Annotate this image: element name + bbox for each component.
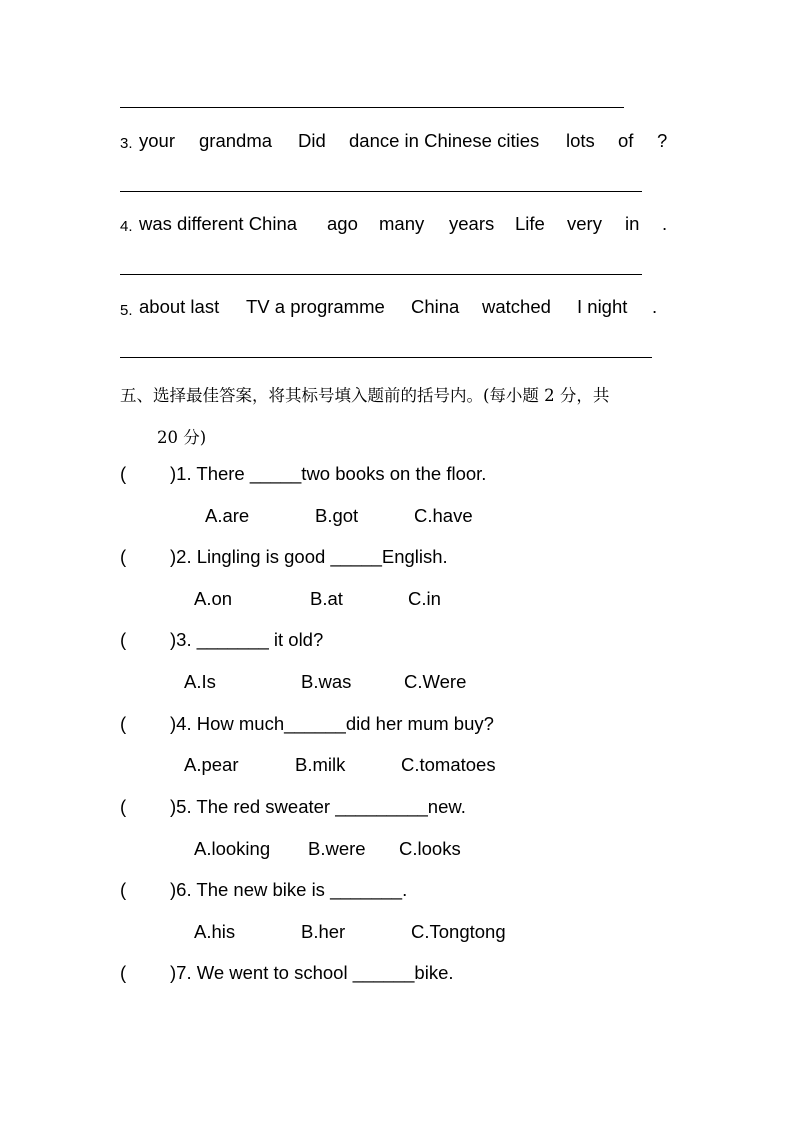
answer-bracket[interactable]: ( [120, 796, 127, 817]
answer-bracket[interactable]: ( [120, 463, 127, 484]
option-a[interactable]: A.on [194, 588, 233, 609]
option-c[interactable]: C.tomatoes [401, 754, 496, 775]
answer-line-5 [120, 357, 652, 358]
answer-bracket[interactable]: ( [120, 546, 127, 567]
word-tile: of [618, 130, 634, 151]
question-text: )6. The new bike is _______. [170, 879, 408, 900]
answer-bracket[interactable]: ( [120, 879, 127, 900]
question-text: )4. How much______did her mum buy? [170, 713, 494, 734]
option-a[interactable]: A.are [205, 505, 250, 526]
question-text: )3. _______ it old? [170, 629, 324, 650]
word-tile: lots [566, 130, 595, 151]
option-b[interactable]: B.milk [295, 754, 346, 775]
word-tile: grandma [199, 130, 273, 151]
question-text: )1. There _____two books on the floor. [170, 463, 487, 484]
option-c[interactable]: C.Tongtong [411, 921, 506, 942]
word-tile: China [411, 296, 460, 317]
word-tile: ago [327, 213, 358, 234]
answer-line-4 [120, 274, 642, 275]
option-b[interactable]: B.got [315, 505, 359, 526]
answer-line-2 [120, 107, 624, 108]
item-number: 3. [120, 135, 133, 152]
word-tile: ? [657, 130, 668, 151]
option-c[interactable]: C.have [414, 505, 473, 526]
word-tile: watched [482, 296, 551, 317]
option-b[interactable]: B.was [301, 671, 352, 692]
question-text: )2. Lingling is good _____English. [170, 546, 448, 567]
option-b[interactable]: B.were [308, 838, 366, 859]
section-heading: 五、选择最佳答案，将其标号填入题前的括号内。(每小题 2 分，共 [120, 386, 610, 405]
item-number: 5. [120, 302, 133, 319]
word-tile: dance in Chinese cities [349, 130, 540, 151]
option-a[interactable]: A.looking [194, 838, 271, 859]
answer-bracket[interactable]: ( [120, 629, 127, 650]
option-a[interactable]: A.his [194, 921, 236, 942]
word-tile: your [139, 130, 175, 151]
section-heading-continued: 20 分) [157, 428, 207, 447]
word-tile: I night [577, 296, 628, 317]
word-tile: very [567, 213, 602, 234]
answer-bracket[interactable]: ( [120, 713, 127, 734]
answer-bracket[interactable]: ( [120, 962, 127, 983]
word-tile: Did [298, 130, 326, 151]
word-tile: . [662, 213, 668, 234]
word-tile: . [652, 296, 658, 317]
word-tile: Life [515, 213, 545, 234]
word-tile: was different China [139, 213, 298, 234]
option-c[interactable]: C.Were [404, 671, 467, 692]
option-a[interactable]: A.Is [184, 671, 216, 692]
answer-line-3 [120, 191, 642, 192]
option-c[interactable]: C.in [408, 588, 441, 609]
option-b[interactable]: B.her [301, 921, 346, 942]
word-tile: about last [139, 296, 220, 317]
option-a[interactable]: A.pear [184, 754, 239, 775]
question-text: )5. The red sweater _________new. [170, 796, 466, 817]
word-tile: in [625, 213, 640, 234]
question-text: )7. We went to school ______bike. [170, 962, 454, 983]
option-b[interactable]: B.at [310, 588, 343, 609]
word-tile: many [379, 213, 425, 234]
word-tile: TV a programme [246, 296, 385, 317]
word-tile: years [449, 213, 495, 234]
option-c[interactable]: C.looks [399, 838, 461, 859]
item-number: 4. [120, 218, 133, 235]
